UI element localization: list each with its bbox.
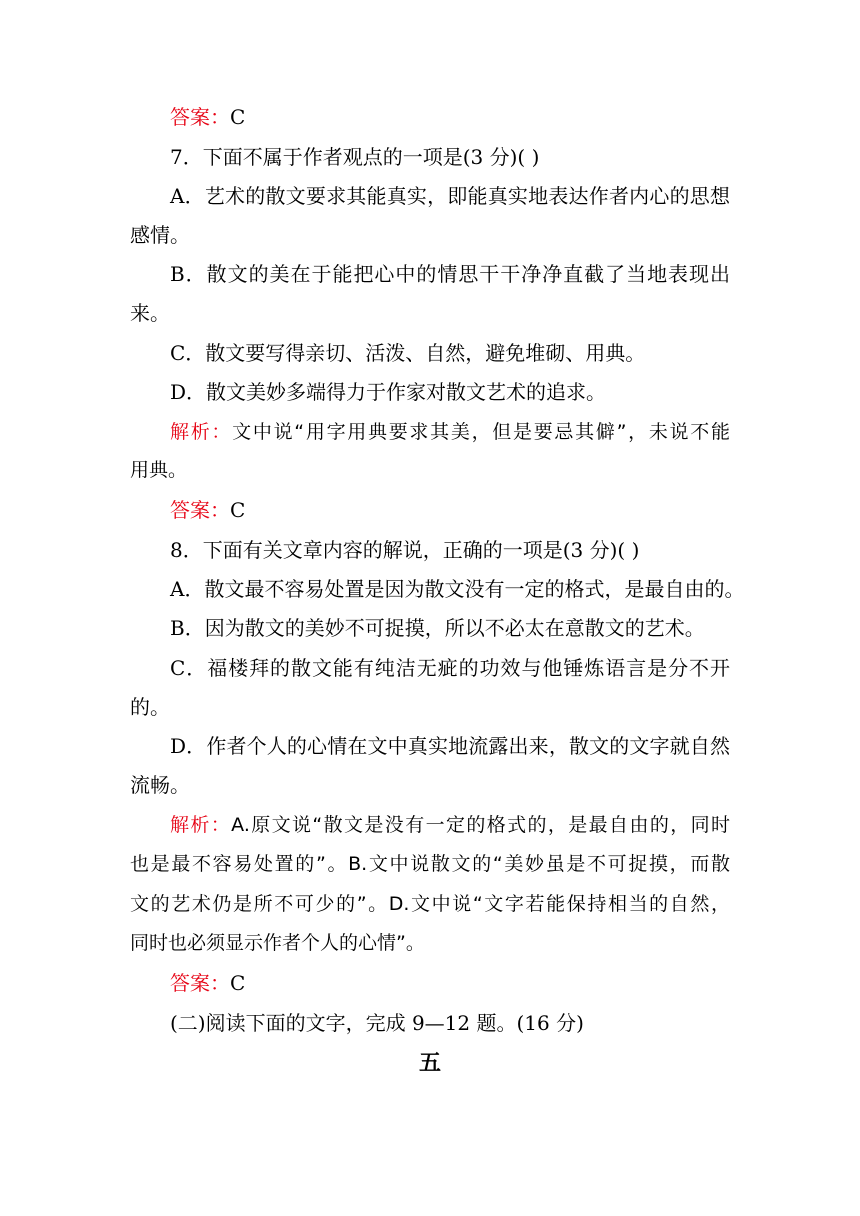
answer-value: C [230,105,246,129]
q8-option-d-line1: D．作者个人的心情在文中真实地流露出来，散文的文字就自然 [170,734,730,758]
q8-answer-line [170,969,730,997]
q7-analysis-line1 [170,418,730,446]
q7-analysis-line2: 用典。 [130,459,188,481]
q8-analysis-line3: 文的艺术仍是所不可少的”。D.文中说“文字若能保持相当的自然， [130,893,730,915]
answer-label: 答案： [170,498,230,522]
answer-value: C [230,498,246,522]
section-intro: (二)阅读下面的文字，完成 9—12 题。(16 分) [170,1011,584,1035]
analysis-label: 解析： [170,421,233,443]
q7-option-c: C．散文要写得亲切、活泼、自然，避免堆砌、用典。 [170,341,646,365]
q7-option-a-line1: A．艺术的散文要求其能真实，即能真实地表达作者内心的思想 [170,184,730,208]
answer-label: 答案： [170,971,230,995]
q8-option-c-line1: C．福楼拜的散文能有纯洁无疵的功效与他锤炼语言是分不开 [170,656,730,680]
q7-analysis-text: 文中说“用字用典要求其美，但是要忌其僻”，未说不能 [232,421,730,443]
q7-option-a-line2: 感情。 [130,223,190,247]
answer-label: 答案： [170,105,230,129]
q8-option-d-line2: 流畅。 [130,773,190,797]
q7-option-b-line1: B．散文的美在于能把心中的情思干干净净直截了当地表现出 [170,262,730,286]
q8-analysis-line1 [170,811,730,839]
q8-option-b: B．因为散文的美妙不可捉摸，所以不必太在意散文的艺术。 [170,616,705,640]
q8-option-a: A．散文最不容易处置是因为散文没有一定的格式，是最自由的。 [170,577,745,601]
passage-title: 五 [418,1050,441,1076]
analysis-label: 解析： [170,814,232,836]
answer-line [170,103,730,131]
q8-stem: 8．下面有关文章内容的解说，正确的一项是(3 分)( ) [170,538,640,562]
q7-option-b-line2: 来。 [130,301,170,325]
q8-option-c-line2: 的。 [130,695,170,719]
q7-answer-line [170,496,730,524]
q8-analysis-text: A.原文说“散文是没有一定的格式的，是最自由的，同时 [231,814,730,836]
answer-value: C [230,971,246,995]
q7-stem: 7．下面不属于作者观点的一项是(3 分)( ) [170,145,540,169]
q8-analysis-line2: 也是最不容易处置的”。B.文中说散文的“美妙虽是不可捉摸，而散 [130,853,730,875]
q8-analysis-line4: 同时也必须显示作者个人的心情”。 [130,932,425,954]
q7-option-d: D．散文美妙多端得力于作家对散文艺术的追求。 [170,380,607,404]
